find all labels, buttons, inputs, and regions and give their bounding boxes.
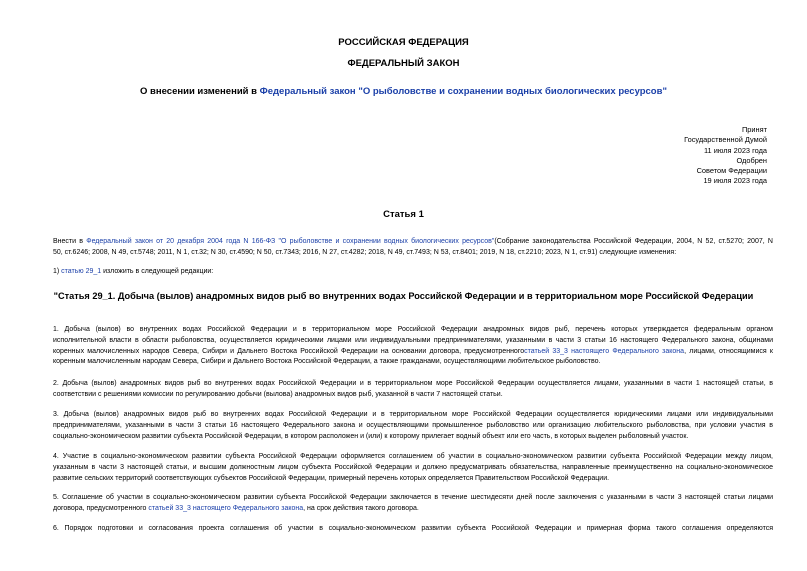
text-line: 3. Добыча (вылов) анадромных видов рыб во внутренних водах Российской Федерации и в территориальном море Российской Федерации осуществляется юридическими лицами или индивидуальными	[53, 411, 773, 418]
text-line: коренным малочисленным народам Севера, Сибири и Дальнего Востока Российской Федерации, а также гражданами, осуществляющими любительское рыболовство.	[53, 358, 601, 366]
text-line: 6. Порядок подготовки и согласования проекта соглашения об участии в социально-экономическом развитии субъекта Российской Федерации и примерная форма такого соглашения определяются	[53, 525, 773, 532]
country-heading: РОССИЙСКАЯ ФЕДЕРАЦИЯ	[338, 37, 469, 48]
item-text: изложить в следующей редакции:	[101, 268, 214, 275]
article-33-3-link[interactable]: статьей 33_3 настоящего Федерального закона	[524, 347, 685, 355]
text-line: исполнительной власти в области рыболовства, осуществляется юридическими лицами или индивидуальными предпринимателями, указанными в части 3 статьи 16 настоящего Федерального закона, общинами	[53, 336, 773, 344]
paragraph-1	[33, 325, 773, 368]
law-title	[0, 86, 807, 97]
acceptance-line: Советом Федерации	[696, 166, 767, 176]
acceptance-block	[684, 125, 767, 187]
acceptance-line: Государственной Думой	[684, 135, 767, 145]
article-intro	[33, 237, 773, 259]
text-line	[33, 237, 773, 248]
text-line: указанным в части 3 настоящей статьи, и высшим должностным лицом субъекта Российской Федерации и должно предусматривать обязательства, направленные преимущественно на социально-экономическое	[53, 463, 773, 471]
article-29-1-link[interactable]: статью 29_1	[61, 268, 102, 275]
text-line: развитие сельских территорий соответствующих субъектов Российской Федерации, примерный перечень которых определяется Правительством Российской Федерации.	[53, 474, 610, 482]
paragraph-3	[33, 410, 773, 442]
text-line: социально-экономическом развитии субъекта Российской Федерации, в котором расположен и (или) к которому прилегает водный объект или его часть, в которых выделен рыболовный участок.	[53, 432, 689, 440]
text-segment: , на срок действия такого договора.	[303, 504, 419, 512]
law-title-prefix: О внесении изменений в	[140, 86, 260, 97]
law-type-heading: ФЕДЕРАЛЬНЫЙ ЗАКОН	[347, 58, 460, 69]
paragraph-4	[33, 452, 773, 484]
paragraph-2	[33, 379, 773, 401]
text-segment: договора, предусмотренного	[53, 504, 149, 512]
law-title-link[interactable]: Федеральный закон "О рыболовстве и сохранении водных биологических ресурсов"	[259, 86, 667, 97]
text-line: 50, ст.6246; 2008, N 49, ст.5748; 2011, N 1, ст.32; N 30, ст.4590; N 50, ст.7343; 2016, N 27, ст.4282; 2018, N 49, ст.7493; N 53, ст.8401; 2019, N 18, ст.2210; 2023, N 1, ст.91) следующие изменения:	[53, 248, 677, 256]
text-segment: коренных малочисленных народов Севера, Сибири и Дальнего Востока Российской Федерации на основании договора, предусмотренного	[53, 347, 525, 355]
text-line: 1. Добыча (вылов) во внутренних водах Российской Федерации и в территориальном море Российской Федерации анадромных видов рыб, перечень которых утверждается федеральным органом	[53, 326, 773, 333]
text-line: 4. Участие в социально-экономическом развитии субъекта Российской Федерации оформляется соглашением об участии в социально-экономическом развитии субъекта Российской Федерации между лицом,	[53, 453, 773, 460]
acceptance-line: Принят	[741, 125, 767, 134]
text-line: 5. Соглашение об участии в социально-экономическом развитии субъекта Российской Федерации заключается в течение шестидесяти дней после заключения с указанными в части 3 настоящей статьи лицами	[53, 494, 773, 501]
article-33-3-link[interactable]: статьей 33_3 настоящего Федерального закона	[148, 504, 304, 512]
text-segment: , лицами, относящимися к	[684, 347, 773, 355]
intro-rest: (Собрание законодательства Российской Федерации, 2004, N 52, ст.5270; 2007, N	[494, 238, 773, 245]
article-heading: Статья 1	[383, 209, 424, 220]
acceptance-line: 19 июля 2023 года	[703, 176, 767, 186]
paragraph-5	[33, 493, 773, 515]
acceptance-line: Одобрен	[736, 155, 767, 165]
text-line: соответствии с решениями комиссии по регулированию добычи (вылова) анадромных видов рыб, указанной в части 7 настоящей статьи.	[53, 390, 503, 398]
text-line	[33, 504, 773, 515]
paragraph-6	[33, 524, 773, 535]
item-1	[33, 267, 773, 278]
new-article-title: "Статья 29_1. Добыча (вылов) анадромных видов рыб во внутренних водах Российской Федерации и в территориальном море Российской Федерации	[53, 291, 754, 301]
intro-law-link[interactable]: Федеральный закон от 20 декабря 2004 года N 166-ФЗ "О рыболовстве и сохранении водных биологических ресурсов"	[86, 238, 495, 245]
text-line	[33, 347, 773, 358]
item-number: 1)	[53, 268, 62, 275]
text-line: 2. Добыча (вылов) анадромных видов рыб во внутренних водах Российской Федерации и в территориальном море Российской Федерации осуществляется лицами, указанными в части 1 настоящей статьи, в	[53, 380, 773, 387]
intro-prefix: Внести в	[53, 238, 87, 245]
text-line: предпринимателями, указанными в части 3 статьи 16 настоящего Федерального закона и осуществляющими промышленное рыболовство или организацию любительского рыболовства, при условии участия в	[53, 421, 773, 429]
acceptance-line: 11 июля 2023 года	[704, 145, 767, 155]
